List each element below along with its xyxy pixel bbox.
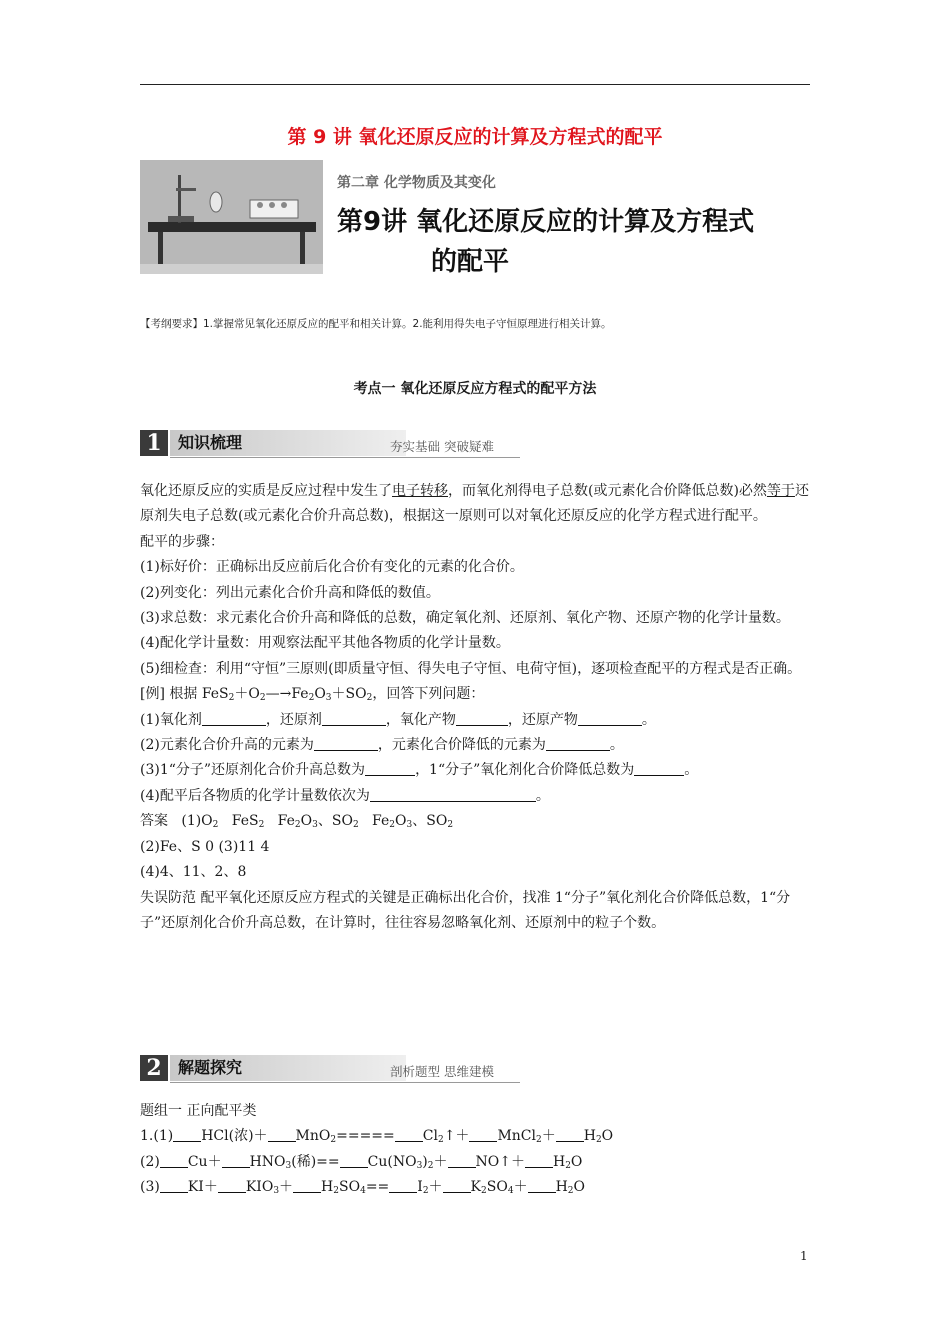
text: ，元素化合价降低的元素为 <box>377 737 546 754</box>
text: (2)元素化合价升高的元素为 <box>140 737 314 754</box>
banner-title-line1: 第9讲 氧化还原反应的计算及方程式 <box>337 207 755 237</box>
coef-blank[interactable] <box>443 1178 471 1193</box>
example-lead: [例] 根据 $FeS_2+O_2—\to Fe_2O_3+SO_2$，回答下列问题： <box>140 686 485 704</box>
section-bar <box>170 430 406 456</box>
answer-blank[interactable] <box>322 711 386 726</box>
answer-line-2: (2)Fe、S 0 (3)11 4 <box>140 838 270 855</box>
text: 。 <box>535 787 550 804</box>
answer-blank[interactable] <box>578 711 642 726</box>
coef-blank[interactable] <box>160 1178 188 1193</box>
section-label: 知识梳理 <box>178 433 243 452</box>
text: (1)氧化剂 <box>140 711 202 728</box>
text: 。 <box>609 737 624 754</box>
coef-blank[interactable] <box>173 1127 201 1142</box>
coef-blank[interactable] <box>160 1153 188 1168</box>
intro-paragraph <box>140 479 812 530</box>
text: ，氧化产物 <box>385 711 456 728</box>
section-practice-header <box>140 1053 520 1083</box>
underlined-term: 电子转移 <box>392 483 448 499</box>
lecture-title: 第 9 讲 氧化还原反应的计算及方程式的配平 <box>287 126 663 148</box>
coef-blank[interactable] <box>556 1127 584 1142</box>
text: ，还原产物 <box>507 711 578 728</box>
text: 。 <box>641 711 656 728</box>
text: ，1“分子”氧化剂化合价降低总数为 <box>415 762 635 779</box>
answer-line-3: (4)4、11、2、8 <box>140 864 247 881</box>
answer-blank[interactable] <box>314 736 378 751</box>
banner-title-line2: 的配平 <box>431 247 510 277</box>
header-rule <box>140 84 810 85</box>
answer-blank[interactable] <box>634 761 684 776</box>
section-subtitle: 夯实基础 突破疑难 <box>390 439 494 454</box>
step-4: (4)配化学计量数：用观察法配平其他各物质的化学计量数。 <box>140 635 510 652</box>
step-5: (5)细检查：利用“守恒”三原则(即质量守恒、得失电子守恒、电荷守恒)，逐项检查配平的方程式是否正确。 <box>140 660 802 677</box>
coef-blank[interactable] <box>389 1178 417 1193</box>
chapter-label: 第二章 化学物质及其变化 <box>337 175 496 191</box>
knowledge-body <box>140 479 812 936</box>
answer-blank[interactable] <box>202 711 266 726</box>
coef-blank[interactable] <box>268 1127 296 1142</box>
equation-3: (3) $KI+ KIO_3+ H_2SO_4== I_2+ K_2SO_4+ H_2O$ <box>140 1179 585 1197</box>
coef-blank[interactable] <box>340 1153 368 1168</box>
text: 还原剂失电子总数(或元素化合价升高总数)，根据这一原则可以对氧化还原反应的化学方程式进行配平。 <box>140 483 809 525</box>
kaodian-heading: 考点一 氧化还原反应方程式的配平方法 <box>353 381 597 397</box>
question-4 <box>140 784 812 809</box>
page-number: 1 <box>800 1249 808 1263</box>
text: ，还原剂 <box>265 711 322 728</box>
section-knowledge-header <box>140 428 520 458</box>
text: [例] 根据 <box>140 686 198 703</box>
text: 。 <box>684 762 699 779</box>
coef-blank[interactable] <box>448 1153 476 1168</box>
lab-illustration <box>140 160 323 274</box>
syllabus-requirement: 【考纲要求】1.掌握常见氧化还原反应的配平和相关计算。2.能利用得失电子守恒原理进行相关计算。 <box>140 318 612 330</box>
section-underline <box>170 457 520 458</box>
group-title: 题组一 正向配平类 <box>140 1103 257 1119</box>
answer-line-1: 答案 $(1)O_2$ FeS$_2$ $Fe_2O_3$、$SO_2$ $Fe_2O_3$、$SO_2$ <box>140 813 454 831</box>
coef-blank[interactable] <box>395 1127 423 1142</box>
coef-blank[interactable] <box>218 1178 246 1193</box>
equation-1: 1.(1) HCl(浓)＋ $MnO_2===== Cl_2↑+$ MnCl$_2$＋ $H_2O$ <box>140 1128 614 1146</box>
practice-body <box>140 1099 812 1201</box>
text: (4)配平后各物质的化学计量数依次为 <box>140 787 370 804</box>
coef-blank[interactable] <box>525 1153 553 1168</box>
text: (3)1“分子”还原剂化合价升高总数为 <box>140 762 366 779</box>
section-number: 1 <box>140 430 168 456</box>
answer-blank[interactable] <box>370 787 536 802</box>
coef-blank[interactable] <box>469 1127 497 1142</box>
section-bar <box>170 1055 406 1081</box>
answer-blank[interactable] <box>456 711 508 726</box>
answer-blank[interactable] <box>365 761 415 776</box>
section-number: 2 <box>140 1055 168 1081</box>
text: 氧化还原反应的实质是反应过程中发生了 <box>140 483 392 499</box>
section-subtitle: 剖析题型 思维建模 <box>390 1064 494 1079</box>
steps-title: 配平的步骤： <box>140 533 224 550</box>
pitfall-note: 失误防范 配平氧化还原反应方程式的关键是正确标出化合价，找准 1“分子”氧化剂化合价降低总数，1“分子”还原剂化合价升高总数，在计算时，往往容易忽略氧化剂、还原剂中的粒子个数。 <box>140 889 791 931</box>
step-3: (3)求总数：求元素化合价升高和降低的总数，确定氧化剂、还原剂、氧化产物、还原产物的化学计量数。 <box>140 610 790 627</box>
text: ，回答下列问题： <box>372 686 485 703</box>
answer-blank[interactable] <box>546 736 610 751</box>
banner-title <box>337 202 754 282</box>
coef-blank[interactable] <box>528 1178 556 1193</box>
section-underline <box>170 1082 520 1083</box>
equation-2: (2) $Cu+ HNO_3$(稀)== $Cu(NO_3)_2+$ NO↑＋ $H_2O$ <box>140 1153 583 1171</box>
coef-blank[interactable] <box>293 1178 321 1193</box>
question-3 <box>140 758 812 783</box>
step-2: (2)列变化：列出元素化合价升高和降低的数值。 <box>140 584 440 601</box>
question-1 <box>140 708 812 733</box>
question-2 <box>140 733 812 758</box>
underlined-term: 等于 <box>766 483 795 499</box>
coef-blank[interactable] <box>222 1153 250 1168</box>
step-1: (1)标好价：正确标出反应前后化合价有变化的元素的化合价。 <box>140 559 524 576</box>
answer-label: 答案 <box>140 813 168 830</box>
section-label: 解题探究 <box>178 1058 243 1077</box>
lab-bench-image <box>140 160 323 274</box>
text: ，而氧化剂得电子总数(或元素化合价降低总数)必然 <box>448 483 767 499</box>
